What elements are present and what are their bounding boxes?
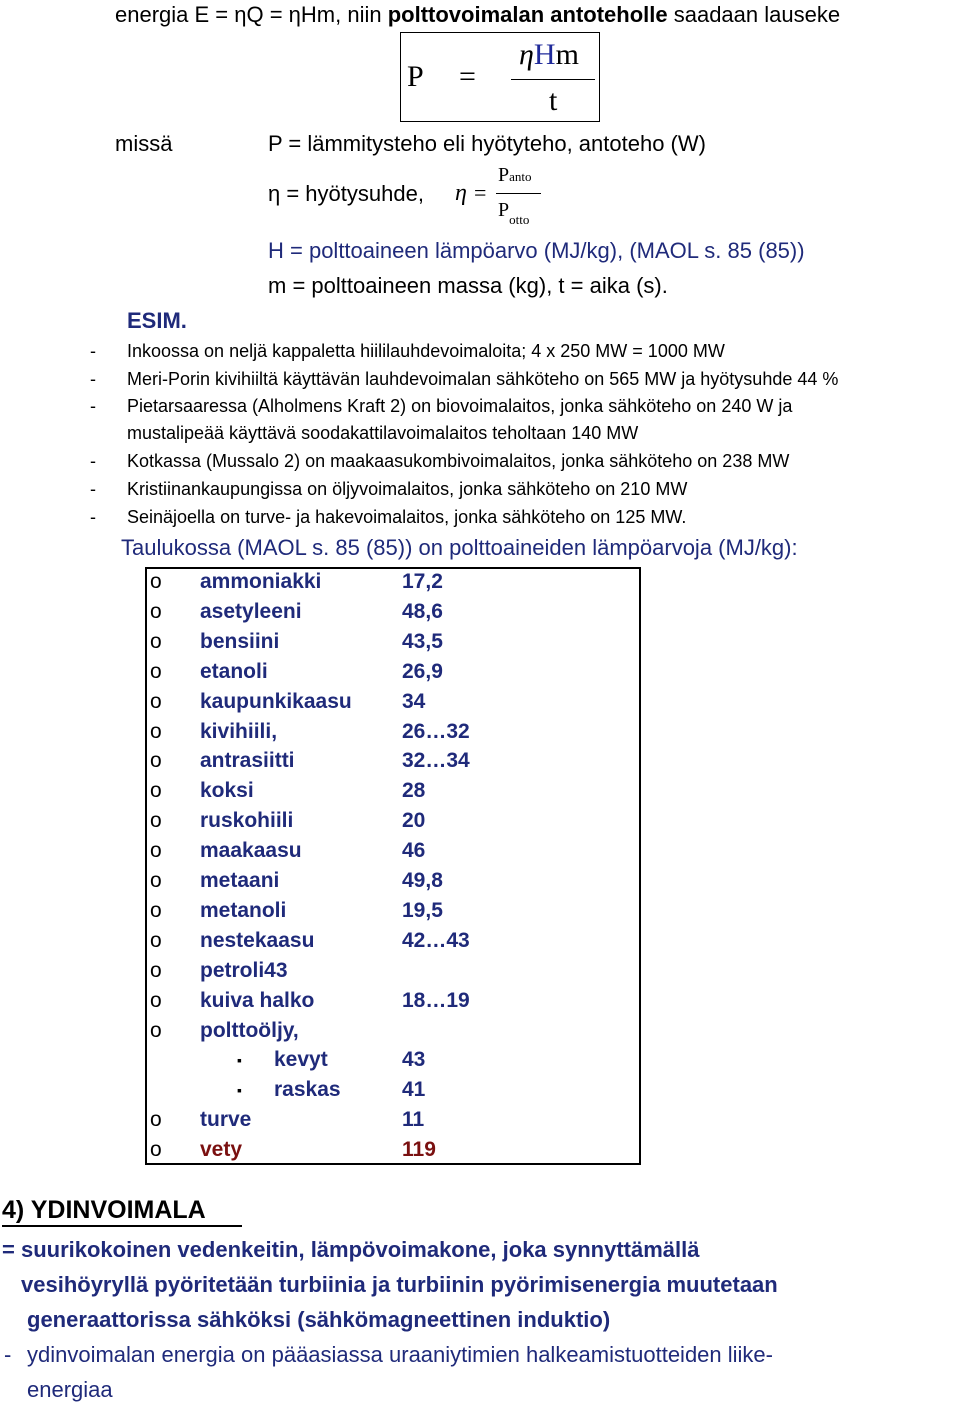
circle-bullet-icon: o	[150, 659, 162, 683]
circle-bullet-icon: o	[150, 629, 162, 653]
section-line: = suurikokoinen vedenkeitin, lämpövoimakone, joka synnyttämällä	[2, 1237, 700, 1262]
example-dash: -	[90, 341, 96, 361]
fuel-row	[147, 989, 639, 1019]
circle-bullet-icon: o	[150, 749, 162, 773]
fuel-name: turve	[200, 1108, 252, 1132]
fuel-name: kuiva halko	[200, 988, 315, 1012]
fuel-row	[147, 809, 639, 839]
fuel-row	[147, 1078, 639, 1108]
fuel-value: 41	[402, 1078, 426, 1102]
fuel-value: 42…43	[402, 928, 470, 952]
fuel-value: 26,9	[402, 659, 443, 683]
esim-label: ESIM.	[127, 308, 187, 333]
fuel-name: antrasiitti	[200, 749, 295, 773]
intro-prefix: energia E = ηQ = ηHm, niin	[115, 2, 388, 27]
table-caption: Taulukossa (MAOL s. 85 (85)) on polttoaineiden lämpöarvoja (MJ/kg):	[121, 535, 798, 560]
intro-suffix: saadaan lauseke	[667, 2, 841, 27]
circle-bullet-icon: o	[150, 1018, 162, 1042]
fuel-name: petroli43	[200, 958, 288, 982]
fuel-name: etanoli	[200, 659, 268, 683]
example-item: Meri-Porin kivihiiltä käyttävän lauhdevoimalan sähköteho on 565 MW ja hyötysuhde 44 %	[127, 369, 839, 389]
fuel-value: 43	[402, 1048, 426, 1072]
fuel-row	[147, 630, 639, 660]
formula-m: m	[555, 38, 579, 71]
fuel-name: metaani	[200, 869, 280, 892]
p-otto-letter: P	[498, 199, 510, 221]
fuel-row	[147, 720, 639, 750]
bullet-continuation: energiaa	[27, 1377, 113, 1402]
fuel-row	[147, 899, 639, 929]
example-dash: -	[90, 396, 96, 416]
fuel-name: kevyt	[274, 1048, 328, 1072]
def-m: m = polttoaineen massa (kg), t = aika (s).	[268, 273, 668, 298]
fuel-value: 48,6	[402, 599, 443, 623]
square-bullet-icon: ▪	[237, 1052, 242, 1069]
circle-bullet-icon: o	[150, 1138, 162, 1162]
fuel-row	[147, 1108, 639, 1138]
fuel-row	[147, 600, 639, 630]
circle-bullet-icon: o	[150, 599, 162, 623]
fuel-name: koksi	[200, 779, 254, 803]
formula-equals: =	[459, 60, 476, 93]
def-p: P = lämmitysteho eli hyötyteho, antoteho (W)	[268, 131, 706, 156]
fuel-name: maakaasu	[200, 839, 302, 863]
fuel-name: vety	[200, 1138, 243, 1162]
example-item-continuation: mustalipeää käyttävä soodakattilavoimalaitos teholtaan 140 MW	[127, 423, 639, 443]
p-anto-sub: anto	[509, 169, 532, 184]
formula-h: H	[533, 38, 556, 71]
fuel-table	[145, 567, 641, 1165]
circle-bullet-icon: o	[150, 1108, 162, 1132]
circle-bullet-icon: o	[150, 809, 162, 833]
formula-numerator	[519, 38, 579, 72]
circle-bullet-icon: o	[150, 958, 162, 982]
def-eta-symbol: η	[455, 180, 467, 206]
fuel-value: 26…32	[402, 719, 470, 743]
fuel-row	[147, 929, 639, 959]
formula-box	[400, 32, 600, 122]
eta-fraction-line	[496, 193, 541, 194]
fuel-name: kaupunkikaasu	[200, 689, 352, 713]
example-dash: -	[90, 451, 96, 471]
fuel-name: asetyleeni	[200, 599, 302, 623]
fuel-row	[147, 869, 639, 899]
missa-label: missä	[115, 131, 173, 156]
example-item: Pietarsaaressa (Alholmens Kraft 2) on biovoimalaitos, jonka sähköteho on 240 W ja	[127, 396, 793, 416]
circle-bullet-icon: o	[150, 719, 162, 743]
fuel-name: nestekaasu	[200, 928, 315, 952]
p-anto-letter: P	[498, 164, 510, 186]
intro-line	[115, 2, 840, 28]
def-p-anto	[498, 164, 532, 187]
section-heading: 4) YDINVOIMALA	[2, 1196, 206, 1224]
def-eta-eq: =	[474, 180, 487, 205]
circle-bullet-icon: o	[150, 898, 162, 922]
fuel-row	[147, 1019, 639, 1049]
section-line: vesihöyryllä pyöritetään turbiinia ja turbiinin pyörimisenergia muutetaan	[21, 1272, 778, 1297]
fuel-name: metanoli	[200, 898, 287, 922]
fuel-value: 34	[402, 689, 426, 713]
fuel-row	[147, 959, 639, 989]
intro-bold: polttovoimalan antoteholle	[387, 2, 668, 27]
section-line: generaattorissa sähköksi (sähkömagneettinen induktio)	[27, 1307, 611, 1332]
fuel-value: 11	[402, 1108, 425, 1132]
bullet-dash: -	[4, 1342, 12, 1367]
formula-denominator: t	[549, 84, 558, 117]
fuel-value: 18…19	[402, 988, 470, 1012]
example-dash: -	[90, 507, 96, 527]
fuel-row	[147, 839, 639, 869]
circle-bullet-icon: o	[150, 779, 162, 803]
fuel-row	[147, 779, 639, 809]
formula-eta: η	[519, 38, 534, 71]
fuel-name: ammoniakki	[200, 570, 322, 593]
example-item: Kotkassa (Mussalo 2) on maakaasukombivoimalaitos, jonka sähköteho on 238 MW	[127, 451, 790, 471]
square-bullet-icon: ▪	[237, 1082, 242, 1099]
def-eta-text: η = hyötysuhde,	[268, 181, 424, 206]
def-p-otto	[498, 199, 530, 227]
example-dash: -	[90, 479, 96, 499]
fuel-name: raskas	[274, 1078, 341, 1102]
example-dash: -	[90, 369, 96, 389]
fuel-row	[147, 570, 639, 600]
fuel-value: 19,5	[402, 898, 443, 922]
p-otto-sub: otto	[509, 212, 530, 227]
circle-bullet-icon: o	[150, 869, 162, 892]
fuel-row	[147, 1138, 639, 1168]
fuel-value: 20	[402, 809, 426, 833]
fuel-value: 46	[402, 839, 426, 863]
fuel-value: 43,5	[402, 629, 443, 653]
fuel-value: 17,2	[402, 570, 443, 593]
fuel-row	[147, 749, 639, 779]
fuel-value: 32…34	[402, 749, 470, 773]
fuel-name: kivihiili,	[200, 719, 278, 743]
circle-bullet-icon: o	[150, 928, 162, 952]
fuel-name: bensiini	[200, 629, 280, 653]
heading-underline	[2, 1225, 242, 1227]
circle-bullet-icon: o	[150, 988, 162, 1012]
fuel-name: polttoöljy,	[200, 1018, 299, 1042]
example-item: Kristiinankaupungissa on öljyvoimalaitos, jonka sähköteho on 210 MW	[127, 479, 688, 499]
circle-bullet-icon: o	[150, 570, 162, 593]
circle-bullet-icon: o	[150, 689, 162, 713]
fuel-row	[147, 690, 639, 720]
fuel-value: 119	[402, 1138, 436, 1162]
formula-lhs: P	[407, 60, 424, 93]
bullet-text: ydinvoimalan energia on pääasiassa uraaniytimien halkeamistuotteiden liike-	[27, 1342, 773, 1367]
fuel-row	[147, 1048, 639, 1078]
fuel-row	[147, 660, 639, 690]
example-item: Inkoossa on neljä kappaletta hiililauhdevoimaloita; 4 x 250 MW = 1000 MW	[127, 341, 725, 361]
formula-fraction-line	[511, 79, 595, 80]
circle-bullet-icon: o	[150, 839, 162, 863]
fuel-name: ruskohiili	[200, 809, 294, 833]
fuel-value: 28	[402, 779, 426, 803]
fuel-value: 49,8	[402, 869, 443, 892]
example-item: Seinäjoella on turve- ja hakevoimalaitos, jonka sähköteho on 125 MW.	[127, 507, 687, 527]
def-h: H = polttoaineen lämpöarvo (MJ/kg), (MAOL s. 85 (85))	[268, 238, 805, 263]
